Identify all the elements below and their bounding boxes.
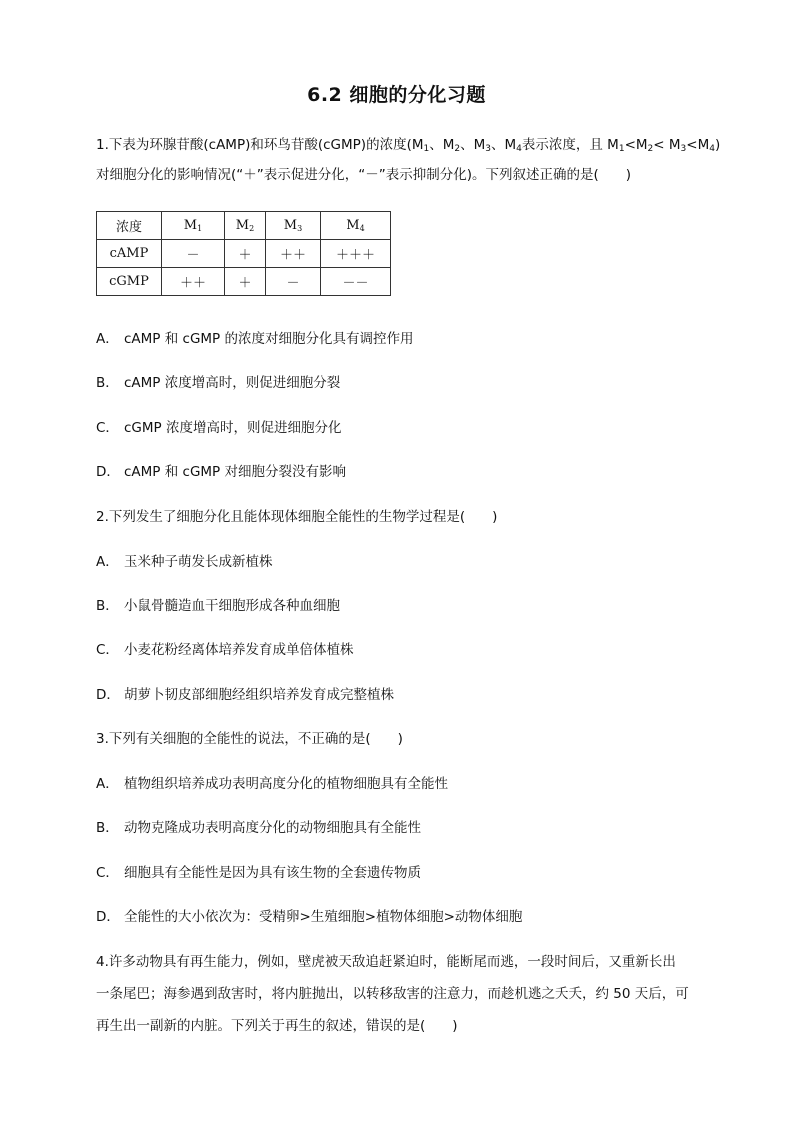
q3-stem: 3.下列有关细胞的全能性的说法，不正确的是( ) [96, 731, 403, 747]
table-header-cell: $M_4$ [321, 212, 391, 240]
q3-option-c: C． 细胞具有全能性是因为具有该生物的全套遗传物质 [96, 865, 421, 881]
table-cell: ＋ [225, 240, 266, 268]
table-cell: －－ [321, 268, 391, 296]
page-title: 6.2 细胞的分化习题 [307, 84, 486, 106]
table-cell: ＋＋ [266, 240, 321, 268]
q1-stem-line1: 1.下表为环腺苷酸(cAMP)和环鸟苷酸(cGMP)的浓度($M_1$、$M_2$、$M_3$、$M_4$表示浓度，且 $M_1<M_2< M_3<M_4$) [96, 137, 721, 154]
table-cell: cGMP [97, 268, 162, 296]
table-header-cell: 浓度 [97, 212, 162, 240]
q1-option-d: D． cAMP 和 cGMP 对细胞分裂没有影响 [96, 464, 346, 480]
table-header-cell: $M_2$ [225, 212, 266, 240]
q2-option-a: A． 玉米种子萌发长成新植株 [96, 554, 273, 570]
q3-option-b: B． 动物克隆成功表明高度分化的动物细胞具有全能性 [96, 820, 421, 836]
q2-option-c: C． 小麦花粉经离体培养发育成单倍体植株 [96, 642, 354, 658]
table-cell: － [162, 240, 225, 268]
q2-option-b: B． 小鼠骨髓造血干细胞形成各种血细胞 [96, 598, 340, 614]
q4-stem-line2: 一条尾巴；海参遇到敌害时，将内脏抛出，以转移敌害的注意力，而趁机逃之夭夭，约 50 天后，可 [96, 986, 689, 1002]
concentration-table [96, 211, 391, 296]
q4-stem-line3: 再生出一副新的内脏。下列关于再生的叙述，错误的是( ) [96, 1018, 458, 1034]
q1-option-c: C． cGMP 浓度增高时，则促进细胞分化 [96, 420, 342, 436]
q3-option-a: A． 植物组织培养成功表明高度分化的植物细胞具有全能性 [96, 776, 448, 792]
table-header-cell: $M_1$ [162, 212, 225, 240]
table-row [97, 240, 391, 268]
q1-option-a: A． cAMP 和 cGMP 的浓度对细胞分化具有调控作用 [96, 331, 414, 347]
q1-stem-line2: 对细胞分化的影响情况(“＋”表示促进分化，“－”表示抑制分化)。下列叙述正确的是( ) [96, 167, 632, 183]
table-header-cell: $M_3$ [266, 212, 321, 240]
table-header-row [97, 212, 391, 240]
q1-option-b: B． cAMP 浓度增高时，则促进细胞分裂 [96, 375, 341, 391]
q2-stem: 2.下列发生了细胞分化且能体现体细胞全能性的生物学过程是( ) [96, 509, 498, 525]
table-cell: ＋＋ [162, 268, 225, 296]
q3-option-d: D． 全能性的大小依次为：受精卵>生殖细胞>植物体细胞>动物体细胞 [96, 909, 523, 925]
q2-option-d: D． 胡萝卜韧皮部细胞经组织培养发育成完整植株 [96, 687, 394, 703]
table-cell: cAMP [97, 240, 162, 268]
table-row [97, 268, 391, 296]
q4-stem-line1: 4.许多动物具有再生能力，例如，壁虎被天敌追赶紧迫时，能断尾而逃，一段时间后，又重新长出 [96, 954, 676, 970]
table-cell: ＋＋＋ [321, 240, 391, 268]
table-cell: － [266, 268, 321, 296]
table-cell: ＋ [225, 268, 266, 296]
